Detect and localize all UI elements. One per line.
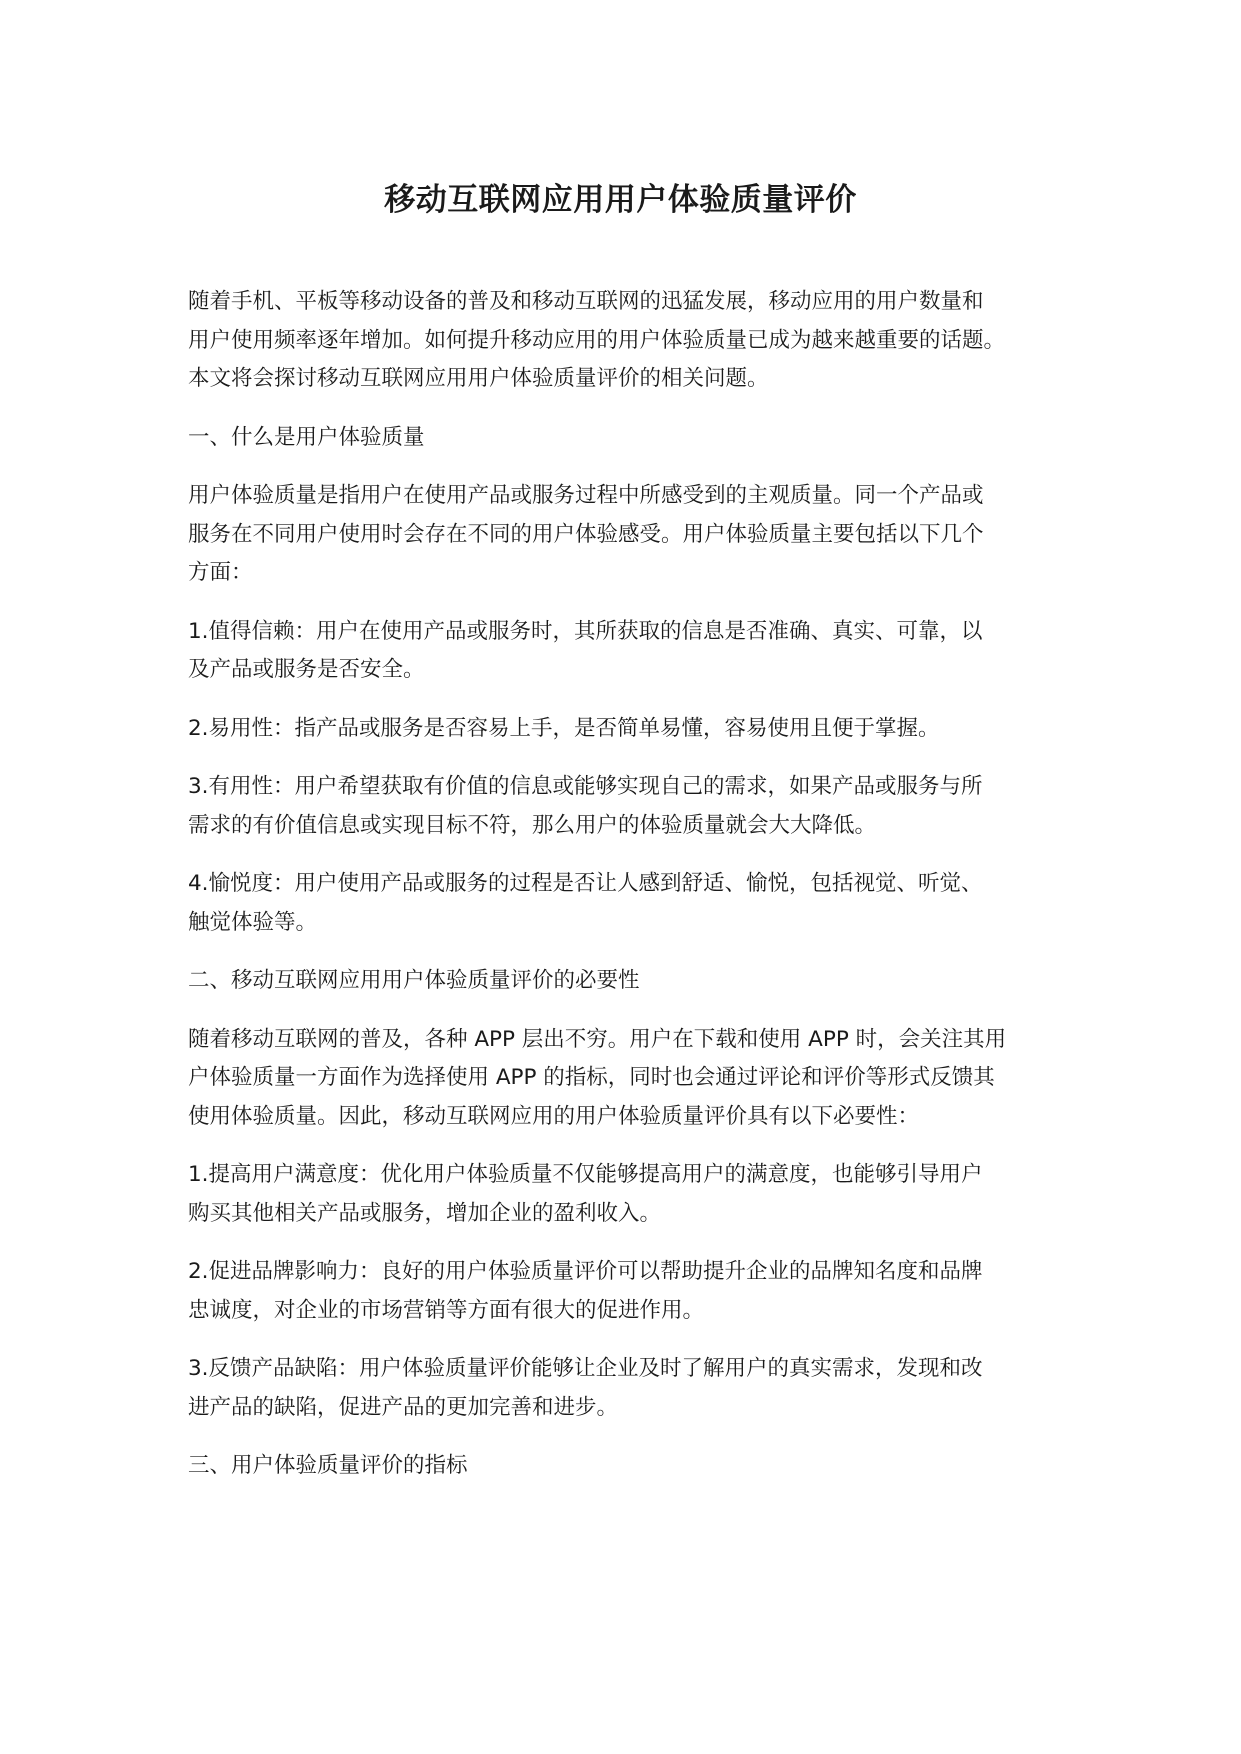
- list-item-satisfaction: 1.提高用户满意度：优化用户体验质量不仅能够提高用户的满意度，也能够引导用户 购买其他相关产品或服务，增加企业的盈利收入。: [188, 1162, 983, 1226]
- intro-paragraph: 随着手机、平板等移动设备的普及和移动互联网的迅猛发展，移动应用的用户数量和 用户使用频率逐年增加。如何提升移动应用的用户体验质量已成为越来越重要的话题。 本文将会探讨移动互联网应用用户体验质量评价的相关问题。: [188, 289, 1006, 391]
- list-item-trust: 1.值得信赖：用户在使用产品或服务时，其所获取的信息是否准确、真实、可靠，以 及产品或服务是否安全。: [188, 618, 983, 682]
- section-heading-3: 三、用户体验质量评价的指标: [188, 1453, 468, 1478]
- definition-paragraph: 用户体验质量是指用户在使用产品或服务过程中所感受到的主观质量。同一个产品或 服务在不同用户使用时会存在不同的用户体验感受。用户体验质量主要包括以下几个 方面：: [188, 483, 984, 585]
- list-item-feedback: 3.反馈产品缺陷：用户体验质量评价能够让企业及时了解用户的真实需求，发现和改 进产品的缺陷，促进产品的更加完善和进步。: [188, 1356, 983, 1420]
- list-item-pleasure: 4.愉悦度：用户使用产品或服务的过程是否让人感到舒适、愉悦，包括视觉、听觉、 触觉体验等。: [188, 871, 983, 935]
- document-body: [188, 283, 1068, 1506]
- necessity-paragraph: 随着移动互联网的普及，各种 APP 层出不穷。用户在下载和使用 APP 时，会关注其用 户体验质量一方面作为选择使用 APP 的指标，同时也会通过评论和评价等形式反馈其 使用体验质量。因此，移动互联网应用的用户体验质量评价具有以下必要性：: [188, 1026, 1007, 1129]
- list-item-usefulness: 3.有用性：用户希望获取有价值的信息或能够实现自己的需求，如果产品或服务与所 需求的有价值信息或实现目标不符，那么用户的体验质量就会大大降低。: [188, 774, 983, 838]
- list-item-brand: 2.促进品牌影响力：良好的用户体验质量评价可以帮助提升企业的品牌知名度和品牌 忠诚度，对企业的市场营销等方面有很大的促进作用。: [188, 1259, 983, 1323]
- list-item-usability: 2.易用性：指产品或服务是否容易上手，是否简单易懂，容易使用且便于掌握。: [188, 715, 940, 741]
- document-title: 移动互联网应用用户体验质量评价: [384, 182, 857, 218]
- section-heading-2: 二、移动互联网应用用户体验质量评价的必要性: [188, 968, 640, 993]
- section-heading-1: 一、什么是用户体验质量: [188, 424, 425, 450]
